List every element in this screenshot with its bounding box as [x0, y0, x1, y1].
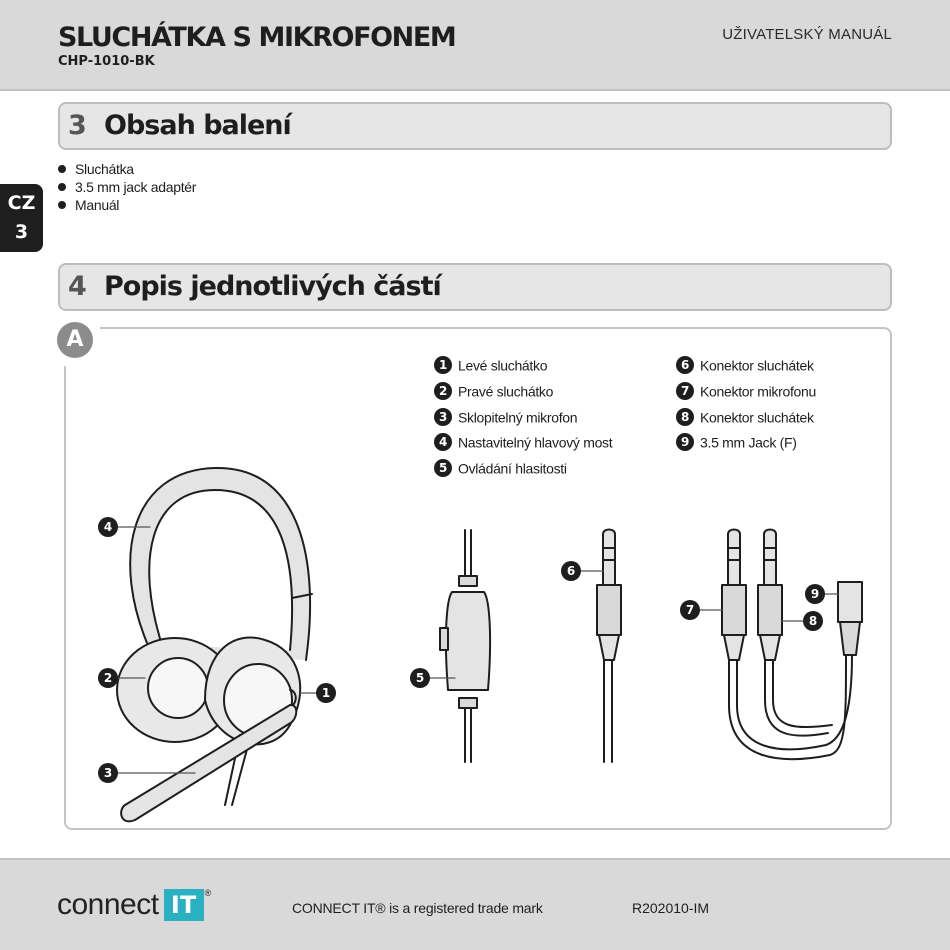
jack-plug-illustration — [597, 530, 621, 763]
manual-label: UŽIVATELSKÝ MANUÁL — [722, 26, 892, 43]
splitter-adapter-illustration — [722, 530, 862, 760]
legend-number: 1 — [434, 356, 452, 374]
headset-illustration — [117, 468, 312, 821]
document-code: R202010-IM — [632, 900, 710, 916]
legend-item — [434, 408, 577, 426]
list-item-text: Sluchátka — [75, 161, 134, 177]
legend-label: Pravé sluchátko — [458, 383, 554, 400]
model-number: CHP-1010-BK — [58, 54, 155, 69]
legend-label: Konektor sluchátek — [700, 409, 814, 426]
callout-8: 8 — [803, 611, 823, 631]
legend-number: 6 — [676, 356, 694, 374]
legend-label: Konektor mikrofonu — [700, 383, 816, 400]
legend-label: Nastavitelný hlavový most — [458, 434, 613, 451]
legend-number: 4 — [434, 433, 452, 451]
legend-label: Ovládání hlasitosti — [458, 460, 567, 477]
callout-4: 4 — [98, 517, 118, 537]
legend-item — [676, 382, 816, 400]
legend-label: Konektor sluchátek — [700, 357, 814, 374]
figure-label-badge: A — [57, 322, 93, 358]
legend-label: Levé sluchátko — [458, 357, 548, 374]
logo-it-box: IT — [164, 889, 204, 921]
legend-item — [676, 408, 814, 426]
legend-label: 3.5 mm Jack (F) — [700, 434, 797, 451]
trademark-notice: CONNECT IT® is a registered trade mark — [292, 900, 543, 916]
list-item-text: 3.5 mm jack adaptér — [75, 179, 197, 195]
legend-number: 9 — [676, 433, 694, 451]
legend-number: 3 — [434, 408, 452, 426]
legend-number: 2 — [434, 382, 452, 400]
legend-item — [434, 356, 547, 374]
section-3-number: 3 — [68, 110, 87, 141]
list-item-text: Manuál — [75, 197, 120, 213]
callout-6: 6 — [561, 561, 581, 581]
logo-word: connect — [57, 888, 159, 921]
section-3-title: Obsah balení — [104, 110, 291, 141]
legend-number: 8 — [676, 408, 694, 426]
callout-2: 2 — [98, 668, 118, 688]
language-code: CZ — [7, 192, 36, 214]
legend-item — [434, 382, 553, 400]
volume-control-illustration — [440, 530, 490, 762]
logo-registered-mark: ® — [204, 888, 212, 898]
legend-number: 5 — [434, 459, 452, 477]
callout-9: 9 — [805, 584, 825, 604]
legend-item — [676, 433, 797, 451]
page-footer — [0, 858, 950, 950]
page-number: 3 — [14, 221, 29, 243]
callout-3: 3 — [98, 763, 118, 783]
page-title: SLUCHÁTKA S MIKROFONEM — [58, 22, 456, 53]
section-4-title: Popis jednotlivých částí — [104, 271, 441, 302]
legend-item — [434, 433, 612, 451]
legend-label: Sklopitelný mikrofon — [458, 409, 578, 426]
legend-number: 7 — [676, 382, 694, 400]
connect-it-logo — [57, 888, 211, 924]
callout-5: 5 — [410, 668, 430, 688]
legend-item — [676, 356, 814, 374]
section-4-number: 4 — [68, 271, 87, 302]
legend-item — [434, 459, 567, 477]
callout-1: 1 — [316, 683, 336, 703]
callout-7: 7 — [680, 600, 700, 620]
